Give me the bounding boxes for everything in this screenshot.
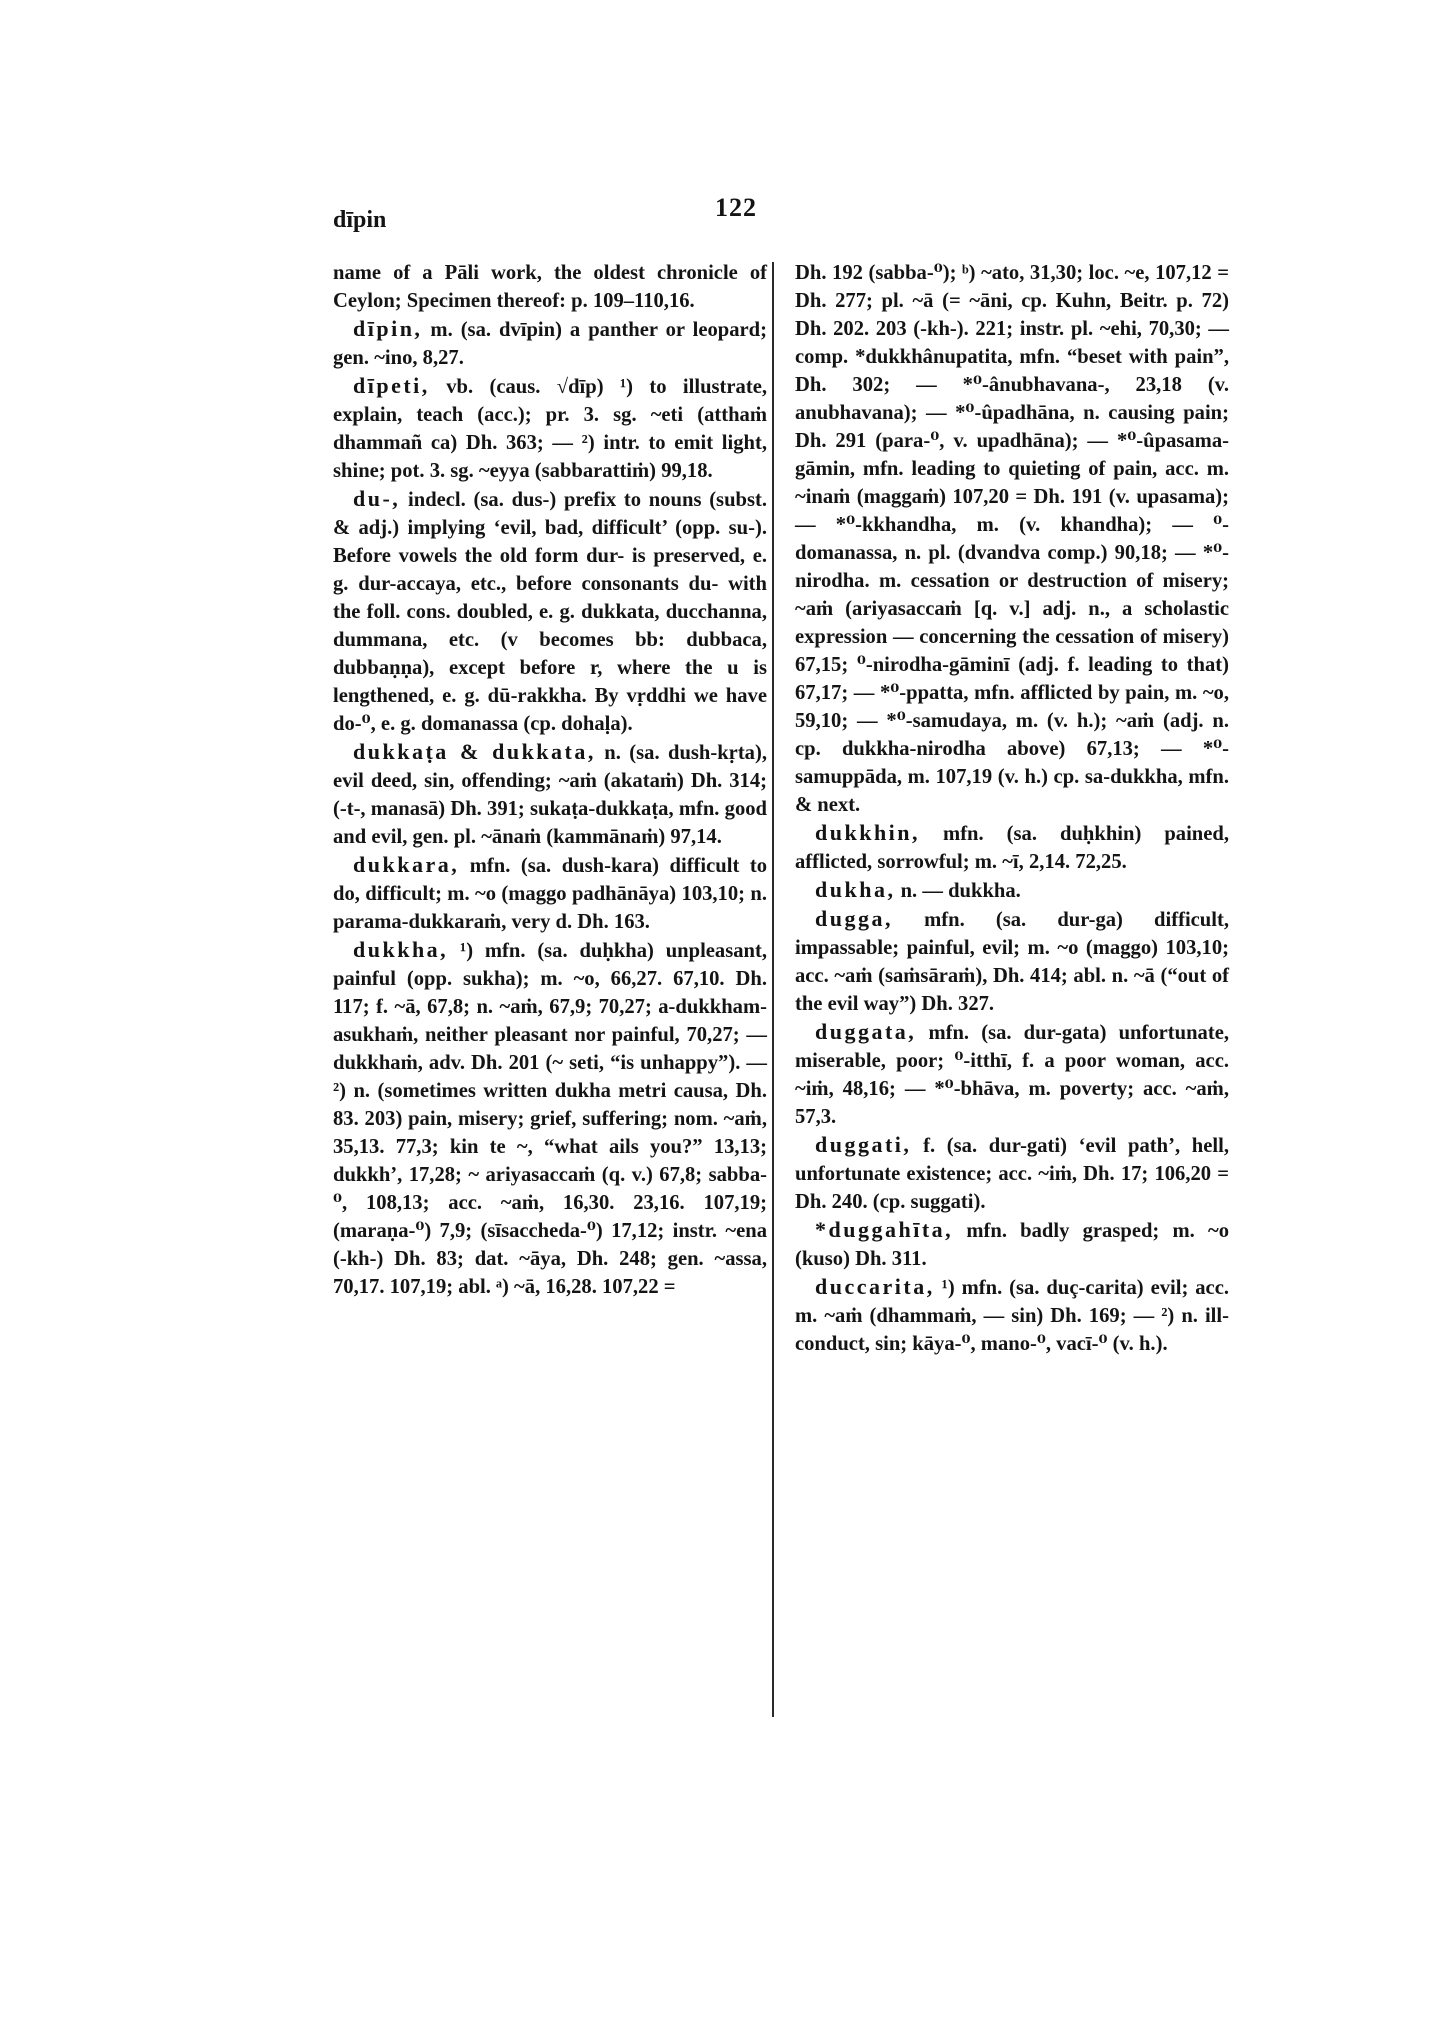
headword: dukkaṭa & dukkata, (353, 739, 596, 764)
dictionary-entry (795, 819, 1229, 876)
page-number: 122 (715, 193, 757, 222)
right-column (795, 258, 1229, 1358)
headword: dīpeti, (353, 373, 430, 398)
entry-text: m. (sa. dvīpin) a panther or leopard; gen. ~ino, 8,27. (333, 319, 767, 369)
running-head-word: dīpin (333, 207, 387, 233)
headword: duggata, (815, 1019, 917, 1044)
entry-text: mfn. (sa. dur-ga) difficult, impassable; painful, evil; m. ~o (maggo) 103,10; acc. ~aṁ (saṁsāraṁ), Dh. 414; abl. n. ~ā (“out of the evil way”) Dh. 327. (795, 909, 1229, 1015)
dictionary-entry (795, 1131, 1229, 1216)
entry-text: mfn. (sa. dur-gata) unfortunate, miserable, poor; ⁰-itthī, f. a poor woman, acc. ~iṁ, 48,16; — *⁰-bhāva, m. poverty; acc. ~aṁ, 57,3. (795, 1022, 1229, 1128)
headword: duggati, (815, 1132, 912, 1157)
left-column (333, 258, 767, 1301)
dictionary-entry (795, 1216, 1229, 1273)
headword: dugga, (815, 906, 893, 931)
entry-text: f. (sa. dur-gati) ‘evil path’, hell, unfortunate existence; acc. ~iṁ, Dh. 17; 106,20 = Dh. 240. (cp. suggati). (795, 1135, 1229, 1213)
dictionary-entry (333, 936, 767, 1301)
entry-text: mfn. (sa. duḥkhin) pained, afflicted, sorrowful; m. ~ī, 2,14. 72,25. (795, 823, 1229, 873)
dictionary-entry (795, 1273, 1229, 1358)
dictionary-entry (333, 851, 767, 936)
dictionary-entry (795, 258, 1229, 819)
entry-text: vb. (caus. √dīp) ¹) to illustrate, explain, teach (acc.); pr. 3. sg. ~eti (atthaṁ dhammañ ca) Dh. 363; — ²) intr. to emit light, shine; pot. 3. sg. ~eyya (sabbarattiṁ) 99,18. (333, 376, 767, 482)
entry-text: indecl. (sa. dus-) prefix to nouns (subst. & adj.) implying ‘evil, bad, difficult’ (opp. su-). Before vowels the old form dur- is preserved, e. g. dur-accaya, etc., before consonants du- with the foll. cons. doubled, e. g. dukkata, ducchanna, dummana, etc. (v becomes bb: dubbaca, dubbaṇṇa), except before r, where the u is lengthened, e. g. dū-rakkha. By vṛddhi we have do-⁰, e. g. domanassa (cp. dohaḷa). (333, 489, 767, 735)
dictionary-entry (795, 905, 1229, 1018)
entry-text: name of a Pāli work, the oldest chronicle of Ceylon; Specimen thereof: p. 109–110,16. (333, 262, 767, 312)
dictionary-entry (333, 258, 767, 315)
dictionary-entry (333, 738, 767, 851)
dictionary-entry (795, 876, 1229, 905)
headword: dukkhin, (815, 820, 921, 845)
entry-text: mfn. badly grasped; m. ~o (kuso) Dh. 311. (795, 1220, 1229, 1270)
headword: dukha, (815, 877, 896, 902)
entry-text: ¹) mfn. (sa. duç-carita) evil; acc. m. ~aṁ (dhammaṁ, — sin) Dh. 169; — ²) n. ill-conduct, sin; kāya-⁰, mano-⁰, vacī-⁰ (v. h.). (795, 1277, 1229, 1355)
headword: du-, (353, 486, 401, 511)
headword: dukkara, (353, 852, 460, 877)
dictionary-entry (795, 1018, 1229, 1131)
entry-text: mfn. (sa. dush-kara) difficult to do, difficult; m. ~o (maggo padhānāya) 103,10; n. parama-dukkaraṁ, very d. Dh. 163. (333, 855, 767, 933)
dictionary-entry (333, 372, 767, 485)
entry-text: n. (sa. dush-kṛta), evil deed, sin, offending; ~aṁ (akataṁ) Dh. 314; (-t-, manasā) Dh. 391; sukaṭa-dukkaṭa, mfn. good and evil, gen. pl. ~ānaṁ (kammānaṁ) 97,14. (333, 742, 767, 848)
dictionary-entry (333, 485, 767, 738)
headword: duccarita, (815, 1274, 935, 1299)
entry-text: n. — dukkha. (895, 880, 1021, 902)
headword: *duggahīta, (815, 1217, 954, 1242)
headword: dīpin, (353, 316, 423, 341)
dictionary-entry (333, 315, 767, 372)
headword: dukkha, (353, 937, 449, 962)
entry-text: ¹) mfn. (sa. duḥkha) unpleasant, painful (opp. sukha); m. ~o, 66,27. 67,10. Dh. 117; f. ~ā, 67,8; n. ~aṁ, 67,9; 70,27; a-dukkham-asukhaṁ, neither pleasant nor painful, 70,27; — dukkhaṁ, adv. Dh. 201 (~ seti, “is unhappy”). — ²) n. (sometimes written dukha metri causa, Dh. 83. 203) pain, misery; grief, suffering; nom. ~aṁ, 35,13. 77,3; kin te ~, “what ails you?” 13,13; dukkh’, 17,28; ~ ariyasaccaṁ (q. v.) 67,8; sabba-⁰, 108,13; acc. ~aṁ, 16,30. 23,16. 107,19; (maraṇa-⁰) 7,9; (sīsaccheda-⁰) 17,12; instr. ~ena (-kh-) Dh. 83; dat. ~āya, Dh. 248; gen. ~assa, 70,17. 107,19; abl. ᵃ) ~ā, 16,28. 107,22 = (333, 940, 767, 1298)
column-divider (772, 262, 774, 1717)
entry-text: Dh. 192 (sabba-⁰); ᵇ) ~ato, 31,30; loc. ~e, 107,12 = Dh. 277; pl. ~ā (= ~āni, cp. Kuhn, Beitr. p. 72) Dh. 202. 203 (-kh-). 221; instr. pl. ~ehi, 70,30; — comp. *dukkhânupatita, mfn. “beset with pain”, Dh. 302; — *⁰-ânubhavana-, 23,18 (v. anubhavana); — *⁰-ûpadhāna, n. causing pain; Dh. 291 (para-⁰, v. upadhāna); — *⁰-ûpasama-gāmin, mfn. leading to quieting of pain, acc. m. ~inaṁ (maggaṁ) 107,20 = Dh. 191 (v. upasama); — *⁰-kkhandha, m. (v. khandha); — ⁰-domanassa, n. pl. (dvandva comp.) 90,18; — *⁰-nirodha. m. cessation or destruction of misery; ~aṁ (ariyasaccaṁ [q. v.] adj. n., a scholastic expression — concerning the cessation of misery) 67,15; ⁰-nirodha-gāminī (adj. f. leading to that) 67,17; — *⁰-ppatta, mfn. afflicted by pain, m. ~o, 59,10; — *⁰-samudaya, m. (v. h.); ~aṁ (adj. n. cp. dukkha-nirodha above) 67,13; — *⁰-samuppāda, m. 107,19 (v. h.) cp. sa-dukkha, mfn. & next. (795, 262, 1229, 816)
